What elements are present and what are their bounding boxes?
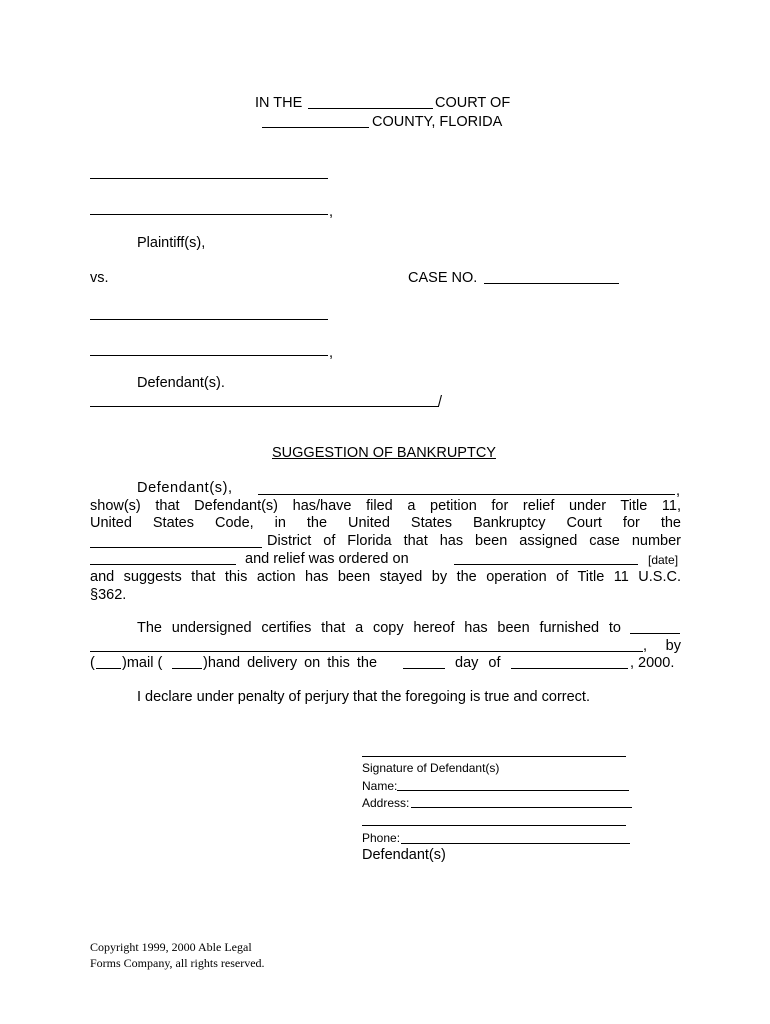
day-of-label: day of [455,655,501,671]
p1-defendants-label: Defendant(s), [137,480,233,496]
furnished-to-blank-1[interactable] [630,633,680,634]
signature-label: Signature of Defendant(s) [362,761,500,775]
defendant-names-blank[interactable] [258,494,675,495]
hand-delivery-checkbox-blank[interactable] [172,668,202,669]
phone-blank[interactable] [401,843,630,844]
defendant-comma: , [329,345,334,361]
name-label: Name: [362,779,398,793]
caption-closing-line [90,406,439,407]
phone-label: Phone: [362,831,401,845]
defendant-name-line-1[interactable] [90,319,328,320]
p2-line1: The undersigned certifies that a copy hereof has been furnished to [137,620,621,636]
hand-delivery-label: )hand delivery on this the [203,655,378,671]
defendant-label: Defendant(s). [137,375,225,391]
court-name-blank[interactable] [308,108,433,109]
penalty-declaration: I declare under penalty of perjury that the foregoing is true and correct. [137,689,590,705]
mail-checkbox-blank[interactable] [96,668,121,669]
vs-label: vs. [90,270,109,286]
plaintiff-name-line-2[interactable] [90,214,328,215]
document-title: SUGGESTION OF BANKRUPTCY [272,445,496,461]
month-blank[interactable] [511,668,628,669]
p1-line6: and suggests that this action has been stayed by the operation of Title 11 U.S.C. [90,569,681,585]
p1-line4: District of Florida that has been assigned case number [267,533,681,549]
address-blank-1[interactable] [411,807,632,808]
bankruptcy-case-number-blank[interactable] [90,564,236,565]
address-label: Address: [362,796,410,810]
mail-label: )mail ( [122,655,163,671]
p1-line7: §362. [90,587,127,603]
p2-line2-by: , by [643,638,681,654]
case-no-blank[interactable] [484,283,619,284]
year-label: , 2000. [630,655,675,671]
p1-line5-relief: and relief was ordered on [245,551,409,567]
plaintiff-label: Plaintiff(s), [137,235,206,251]
relief-date-blank[interactable] [454,564,638,565]
signature-line[interactable] [362,756,626,757]
case-no-label: CASE NO. [408,270,478,286]
date-hint: [date] [648,553,679,567]
caption-slash: / [438,394,443,410]
plaintiff-comma: , [329,204,334,220]
plaintiff-name-line-1[interactable] [90,178,328,179]
county-suffix: COUNTY, FLORIDA [372,114,503,130]
p1-line1-comma: , [676,483,681,499]
defendant-name-line-2[interactable] [90,355,328,356]
p1-line2: show(s) that Defendant(s) has/have filed a petition for relief under Title 11, [90,498,681,514]
address-blank-2[interactable] [362,825,626,826]
court-suffix: COURT OF [435,95,511,111]
name-blank[interactable] [397,790,629,791]
court-prefix: IN THE [255,95,303,111]
district-blank[interactable] [90,547,262,548]
copyright-line-1: Copyright 1999, 2000 Able Legal [90,940,252,954]
county-name-blank[interactable] [262,127,369,128]
signature-defendant-label: Defendant(s) [362,847,446,863]
furnished-to-blank-2[interactable] [90,651,643,652]
p1-line3: United States Code, in the United States Bankruptcy Court for the [90,515,681,531]
copyright-line-2: Forms Company, all rights reserved. [90,956,265,970]
mail-paren-open: ( [90,655,95,671]
day-blank[interactable] [403,668,445,669]
